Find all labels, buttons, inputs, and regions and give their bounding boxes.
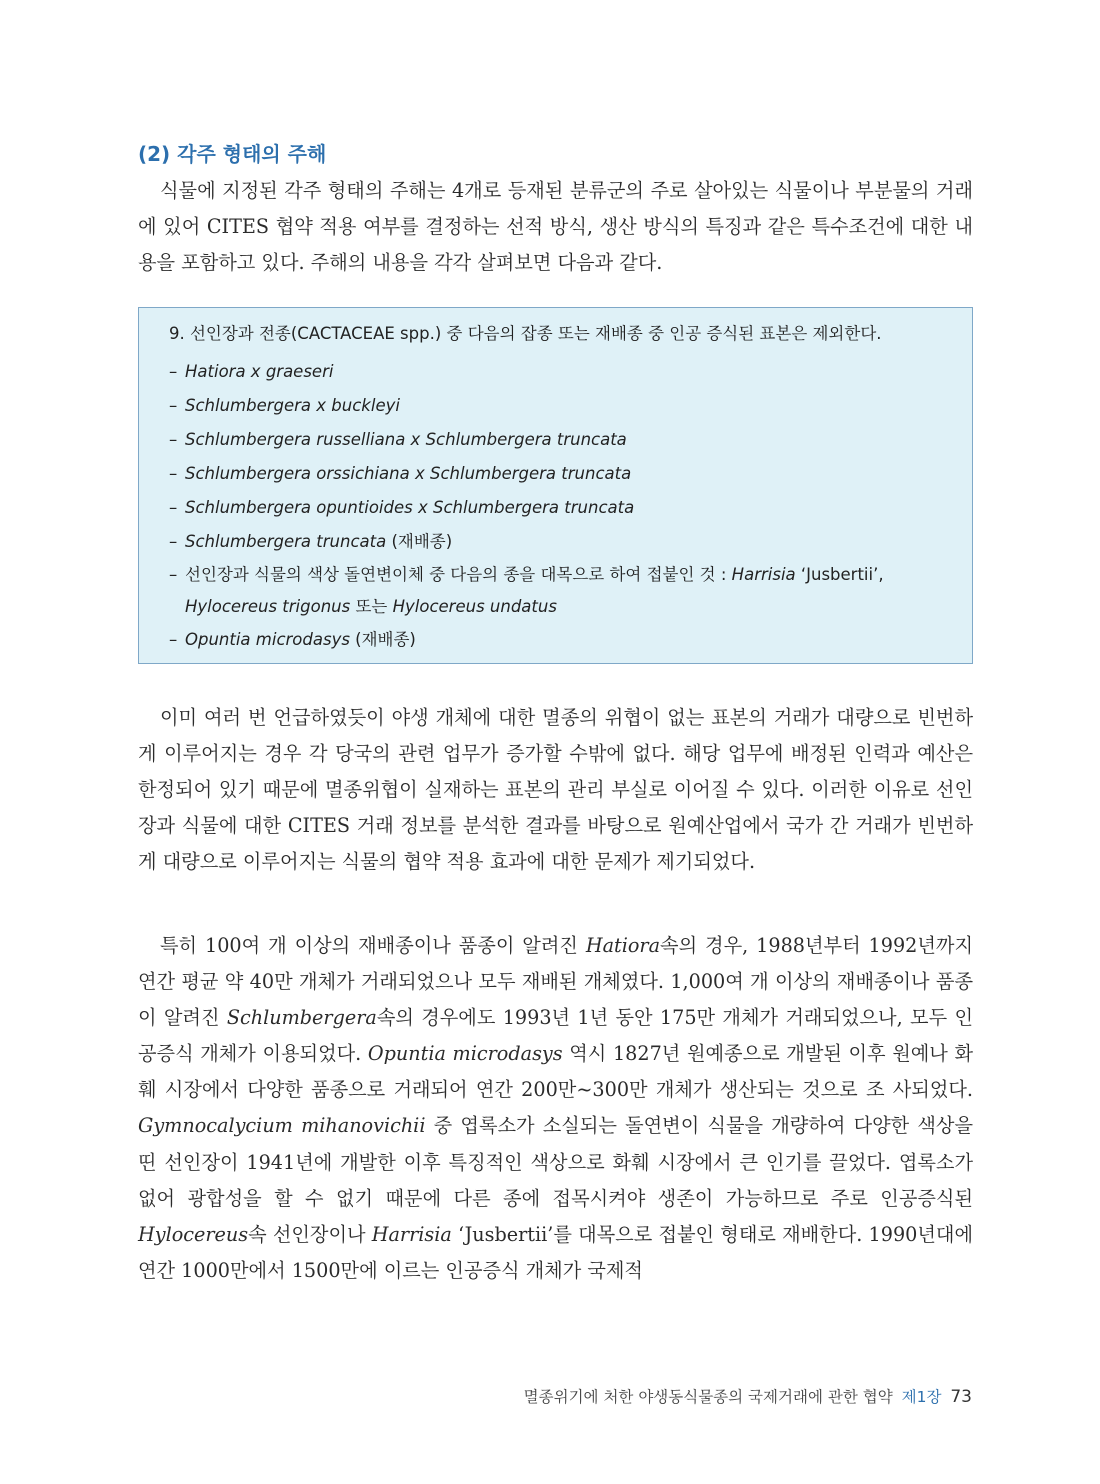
footer-title: 멸종위기에 처한 야생동식물종의 국제거래에 관한 협약 (523, 1388, 893, 1406)
page-footer (524, 1386, 972, 1408)
note-item: – Schlumbergera x buckleyi (169, 396, 400, 415)
note-item: – Schlumbergera opuntioides x Schlumbergera truncata (169, 498, 635, 517)
note-list (169, 355, 949, 657)
note-item: – Schlumbergera orssichiana x Schlumbergera truncata (169, 464, 632, 483)
note-item: – Opuntia microdasys (재배종) (169, 630, 416, 649)
annotation-note-box (138, 307, 973, 664)
body-paragraph-trade: 특히 100여 개 이상의 재배종이나 품종이 알려진 Hatiora속의 경우, 1988년부터 1992년까지 연간 평균 약 40만 개체가 거래되었으나 모두 재배된 개체였다. 1,000여 개 이상의 재배종이나 품종이 알려진 Schlumbergera속의 경우에도 1993년 1년 동안 175만 개체가 거래되었으나, 모두 인공증식 개체가 이용되었다. Opuntia microdasys 역시 1827년 원예종으로 개발된 이후 원예나 화훼 시장에서 다양한 품종으로 거래되어 연간 200만~300만 개체가 생산되는 것으로 조 사되었다. Gymnocalycium mihanovichii 중 엽록소가 소실되는 돌연변이 식물을 개량하여 다양한 색상을 띤 선인장이 1941년에 개발한 이후 특징적인 색상으로 화훼 시장에서 큰 인기를 끌었다. 엽록소가 없어 광합성을 할 수 없기 때문에 다른 종에 접목시켜야 생존이 가능하므로 주로 인공증식된 Hylocereus속 선인장이나 Harrisia ‘Jusbertii’를 대목으로 접붙인 형태로 재배한다. 1990년대에 연간 1000만에서 1500만에 이르는 인공증식 개체가 국제적 (138, 934, 974, 1282)
page-number: 73 (950, 1387, 972, 1407)
note-item: – Schlumbergera truncata (재배종) (169, 532, 453, 551)
note-item: – 선인장과 식물의 색상 돌연변이체 중 다음의 종을 대목으로 하여 접붙인 것 : Harrisia ‘Jusbertii’, Hylocereus trigonus 또는 Hylocereus undatus (169, 565, 884, 616)
body-paragraph-threat: 이미 여러 번 언급하였듯이 야생 개체에 대한 멸종의 위협이 없는 표본의 거래가 대량으로 빈번하게 이루어지는 경우 각 당국의 관련 업무가 증가할 수밖에 없다. 해당 업무에 배정된 인력과 예산은 한정되어 있기 때문에 멸종위협이 실재하는 표본의 관리 부실로 이어질 수 있다. 이러한 이유로 선인장과 식물에 대한 CITES 거래 정보를 분석한 결과를 바탕으로 원예산업에서 국가 간 거래가 빈번하게 대량으로 이루어지는 식물의 협약 적용 효과에 대한 문제가 제기되었다. (138, 706, 973, 874)
note-item: – Schlumbergera russelliana x Schlumbergera truncata (169, 430, 627, 449)
section-heading: (2) 각주 형태의 주해 (138, 142, 327, 166)
note-item: – Hatiora x graeseri (169, 362, 334, 381)
intro-paragraph: 식물에 지정된 각주 형태의 주해는 4개로 등재된 분류군의 주로 살아있는 식물이나 부분물의 거래에 있어 CITES 협약 적용 여부를 결정하는 선적 방식, 생산 방식의 특징과 같은 특수조건에 대한 내용을 포함하고 있다. 주해의 내용을 각각 살펴보면 다음과 같다. (138, 179, 973, 275)
footer-chapter: 제1장 (901, 1388, 942, 1406)
note-title: 9. 선인장과 전종(CACTACEAE spp.) 중 다음의 잡종 또는 재배종 중 인공 증식된 표본은 제외한다. (169, 324, 882, 343)
